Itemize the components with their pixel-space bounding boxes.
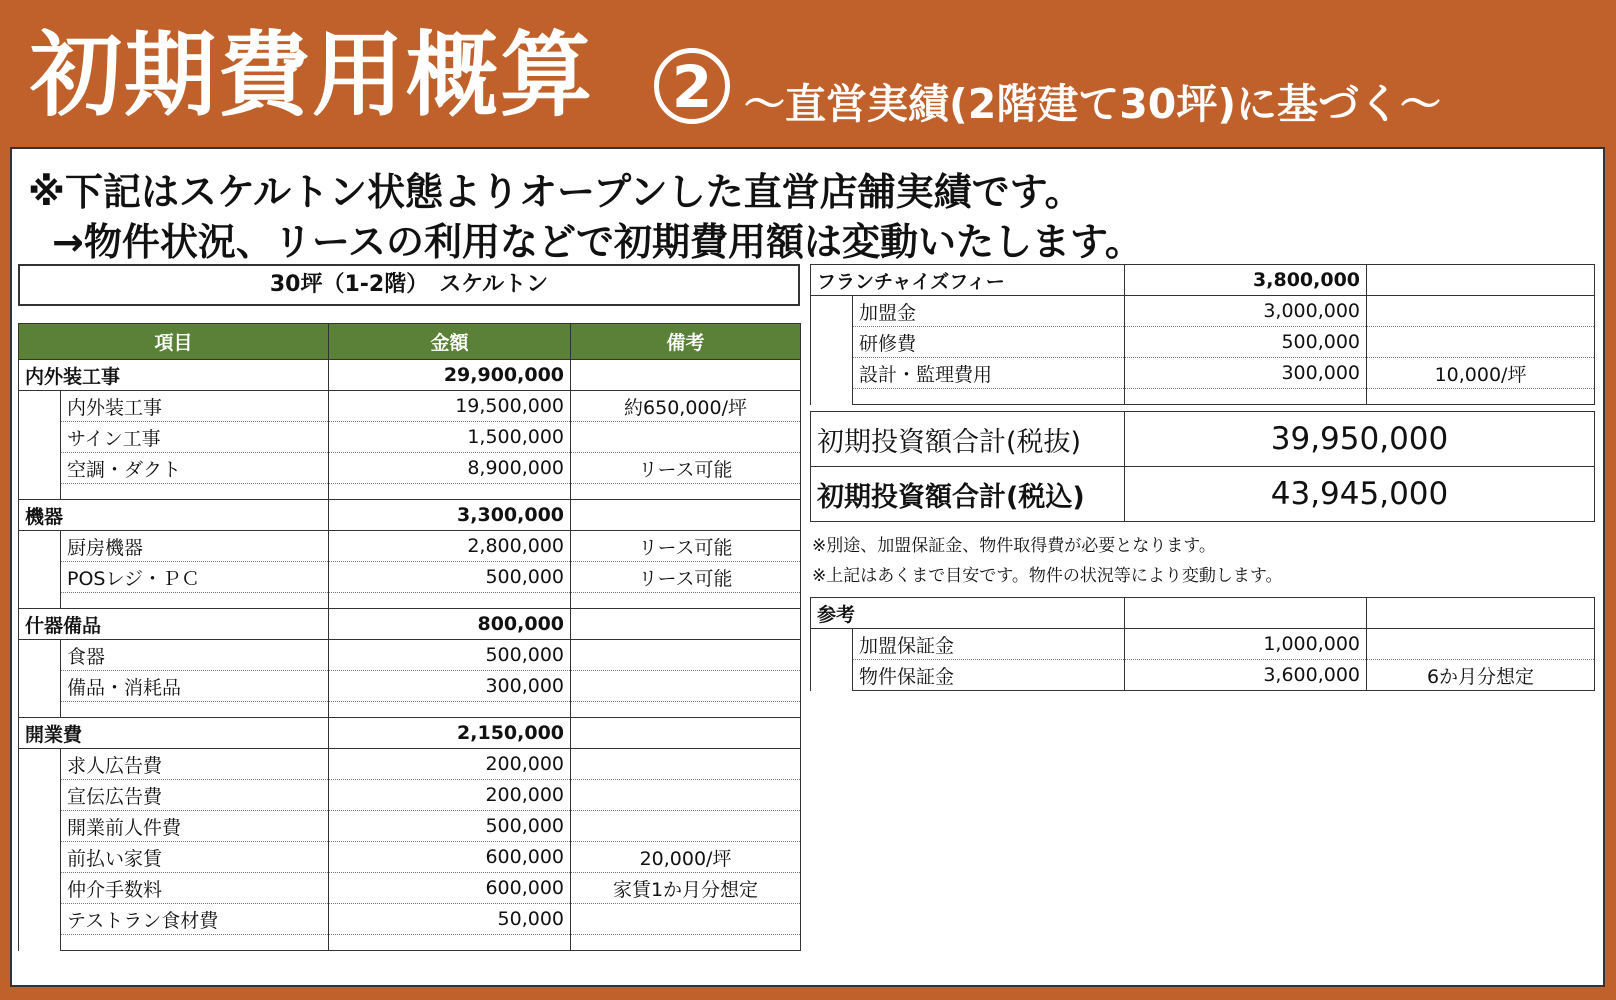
item-label: サイン工事 <box>61 422 329 453</box>
empty-cell <box>61 484 329 500</box>
item-amount: 500,000 <box>329 811 571 842</box>
item-remarks: リース可能 <box>571 562 801 593</box>
cost-breakdown-body <box>19 360 801 951</box>
item-label: 厨房機器 <box>61 531 329 562</box>
category-row <box>19 609 801 640</box>
item-remarks: 6か月分想定 <box>1367 660 1595 691</box>
item-label: 物件保証金 <box>853 660 1125 691</box>
item-remarks <box>1367 629 1595 660</box>
item-remarks <box>571 749 801 780</box>
table-row <box>19 640 801 671</box>
reference-table <box>810 597 1595 691</box>
title-number-badge: 2 <box>654 48 730 124</box>
item-label: 設計・監理費用 <box>853 358 1125 389</box>
item-remarks: 約650,000/坪 <box>571 391 801 422</box>
table-row <box>19 453 801 484</box>
item-remarks: リース可能 <box>571 531 801 562</box>
category-amount: 29,900,000 <box>329 360 571 391</box>
item-label: 宣伝広告費 <box>61 780 329 811</box>
indent-cell <box>811 358 853 389</box>
category-row <box>19 718 801 749</box>
indent-cell <box>19 873 61 904</box>
item-remarks <box>571 904 801 935</box>
indent-cell <box>19 904 61 935</box>
total-in-tax-value: 43,945,000 <box>1125 467 1595 522</box>
item-amount: 19,500,000 <box>329 391 571 422</box>
indent-cell <box>19 780 61 811</box>
empty-cell <box>329 702 571 718</box>
item-amount: 3,600,000 <box>1125 660 1367 691</box>
notice-line-2: →物件状況、リースの利用などで初期費用額は変動いたします。 <box>52 220 1143 264</box>
category-label: 機器 <box>19 500 329 531</box>
indent-cell <box>811 660 853 691</box>
empty-cell <box>571 593 801 609</box>
category-label: 什器備品 <box>19 609 329 640</box>
item-label: 内外装工事 <box>61 391 329 422</box>
category-row <box>19 500 801 531</box>
indent-cell <box>19 391 61 422</box>
table-row <box>811 660 1595 691</box>
table-row <box>811 629 1595 660</box>
reference-body <box>811 598 1595 691</box>
item-remarks: 20,000/坪 <box>571 842 801 873</box>
empty-cell <box>61 702 329 718</box>
table-row <box>19 422 801 453</box>
franchise-fee-body <box>811 265 1595 405</box>
indent-cell <box>19 593 61 609</box>
category-amount: 2,150,000 <box>329 718 571 749</box>
indent-cell <box>19 702 61 718</box>
total-ex-tax-label: 初期投資額合計(税抜) <box>811 412 1125 467</box>
totals-table <box>810 411 1595 522</box>
item-amount: 500,000 <box>1125 327 1367 358</box>
table-row <box>19 749 801 780</box>
empty-cell <box>853 389 1125 405</box>
item-amount: 600,000 <box>329 873 571 904</box>
table-row <box>811 296 1595 327</box>
category-row <box>19 360 801 391</box>
item-remarks <box>571 422 801 453</box>
empty-cell <box>329 935 571 951</box>
table-row <box>19 904 801 935</box>
item-amount: 200,000 <box>329 749 571 780</box>
category-amount: 800,000 <box>329 609 571 640</box>
footnote-2: ※上記はあくまで目安です。物件の状況等により変動します。 <box>812 566 1283 586</box>
empty-cell <box>571 484 801 500</box>
indent-cell <box>19 422 61 453</box>
indent-cell <box>19 935 61 951</box>
item-amount: 300,000 <box>329 671 571 702</box>
item-remarks <box>1367 296 1595 327</box>
table-row <box>811 327 1595 358</box>
total-ex-tax-value: 39,950,000 <box>1125 412 1595 467</box>
item-label: 求人広告費 <box>61 749 329 780</box>
content-panel <box>10 147 1605 987</box>
table-row <box>19 562 801 593</box>
item-amount: 8,900,000 <box>329 453 571 484</box>
category-label: 内外装工事 <box>19 360 329 391</box>
indent-cell <box>811 389 853 405</box>
spacer-row <box>19 484 801 500</box>
indent-cell <box>811 327 853 358</box>
item-amount: 200,000 <box>329 780 571 811</box>
header-amount: 金額 <box>329 324 571 360</box>
category-remarks <box>571 718 801 749</box>
category-label: 開業費 <box>19 718 329 749</box>
item-amount: 600,000 <box>329 842 571 873</box>
notice-line-1: ※下記はスケルトン状態よりオープンした直営店舗実績です。 <box>28 170 1083 214</box>
table-header-row <box>19 324 801 360</box>
empty-cell <box>61 935 329 951</box>
reference-row <box>811 598 1595 629</box>
item-remarks: リース可能 <box>571 453 801 484</box>
indent-cell <box>19 484 61 500</box>
item-label: 仲介手数料 <box>61 873 329 904</box>
table-row <box>19 391 801 422</box>
category-remarks <box>1367 265 1595 296</box>
item-amount: 500,000 <box>329 640 571 671</box>
item-label: 開業前人件費 <box>61 811 329 842</box>
total-in-tax-row <box>811 467 1595 522</box>
category-amount <box>1125 598 1367 629</box>
item-remarks <box>1367 327 1595 358</box>
indent-cell <box>19 453 61 484</box>
empty-cell <box>329 593 571 609</box>
category-amount: 3,300,000 <box>329 500 571 531</box>
item-amount: 300,000 <box>1125 358 1367 389</box>
indent-cell <box>811 629 853 660</box>
item-amount: 50,000 <box>329 904 571 935</box>
item-amount: 3,000,000 <box>1125 296 1367 327</box>
item-label: 前払い家賃 <box>61 842 329 873</box>
total-in-tax-label: 初期投資額合計(税込) <box>811 467 1125 522</box>
item-amount: 1,500,000 <box>329 422 571 453</box>
table-row <box>19 842 801 873</box>
franchise-fee-table <box>810 264 1595 405</box>
item-label: 研修費 <box>853 327 1125 358</box>
item-remarks <box>571 640 801 671</box>
category-amount: 3,800,000 <box>1125 265 1367 296</box>
footnote-1: ※別途、加盟保証金、物件取得費が必要となります。 <box>812 536 1216 556</box>
indent-cell <box>19 531 61 562</box>
empty-cell <box>571 935 801 951</box>
left-table-caption: 30坪（1-2階） スケルトン <box>18 264 800 306</box>
header-remarks: 備考 <box>571 324 801 360</box>
item-label: テストラン食材費 <box>61 904 329 935</box>
empty-cell <box>571 702 801 718</box>
item-amount: 1,000,000 <box>1125 629 1367 660</box>
category-label: 参考 <box>811 598 1125 629</box>
category-remarks <box>571 609 801 640</box>
empty-cell <box>1367 389 1595 405</box>
empty-cell <box>1125 389 1367 405</box>
item-label: 備品・消耗品 <box>61 671 329 702</box>
item-label: 加盟金 <box>853 296 1125 327</box>
title-bar <box>0 0 1616 140</box>
category-label: フランチャイズフィー <box>811 265 1125 296</box>
indent-cell <box>19 749 61 780</box>
spacer-row <box>19 935 801 951</box>
item-remarks <box>571 811 801 842</box>
table-row <box>19 780 801 811</box>
indent-cell <box>19 640 61 671</box>
franchise-row <box>811 265 1595 296</box>
page-subtitle: ～直営実績(2階建て30坪)に基づく～ <box>744 80 1442 128</box>
table-row <box>19 811 801 842</box>
indent-cell <box>19 671 61 702</box>
spacer-row <box>811 389 1595 405</box>
table-row <box>19 873 801 904</box>
table-row <box>19 531 801 562</box>
item-label: POSレジ・ＰＣ <box>61 562 329 593</box>
table-row <box>19 671 801 702</box>
indent-cell <box>19 562 61 593</box>
item-remarks: 10,000/坪 <box>1367 358 1595 389</box>
empty-cell <box>61 593 329 609</box>
category-remarks <box>571 500 801 531</box>
empty-cell <box>329 484 571 500</box>
indent-cell <box>19 842 61 873</box>
indent-cell <box>811 296 853 327</box>
spacer-row <box>19 593 801 609</box>
item-label: 空調・ダクト <box>61 453 329 484</box>
category-remarks <box>1367 598 1595 629</box>
total-ex-tax-row <box>811 412 1595 467</box>
item-label: 加盟保証金 <box>853 629 1125 660</box>
item-remarks <box>571 780 801 811</box>
header-item: 項目 <box>19 324 329 360</box>
category-remarks <box>571 360 801 391</box>
item-remarks <box>571 671 801 702</box>
item-remarks: 家賃1か月分想定 <box>571 873 801 904</box>
cost-breakdown-table <box>18 323 801 951</box>
indent-cell <box>19 811 61 842</box>
table-row <box>811 358 1595 389</box>
page-title: 初期費用概算 <box>30 22 595 129</box>
item-amount: 500,000 <box>329 562 571 593</box>
item-label: 食器 <box>61 640 329 671</box>
item-amount: 2,800,000 <box>329 531 571 562</box>
spacer-row <box>19 702 801 718</box>
